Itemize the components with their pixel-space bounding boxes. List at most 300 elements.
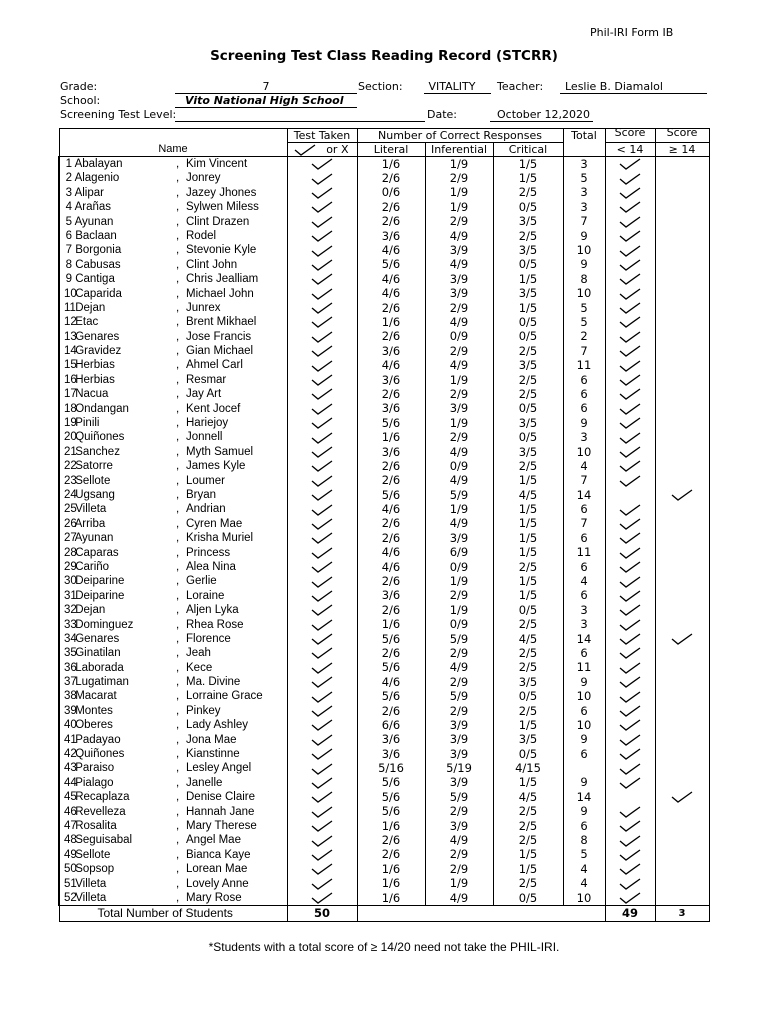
check-icon <box>311 647 333 659</box>
critical-cell: 3/5 <box>493 243 563 257</box>
total-cell: 4 <box>563 877 605 891</box>
inferential-cell: 3/9 <box>425 272 493 286</box>
test-taken-cell <box>287 517 357 531</box>
inferential-cell: 1/9 <box>425 200 493 214</box>
student-name <box>59 891 287 906</box>
test-taken-cell <box>287 790 357 804</box>
student-last: Alipar <box>74 186 104 199</box>
score-ge-cell <box>655 877 709 891</box>
score-ge-cell <box>655 474 709 488</box>
student-first-name: Myth Samuel <box>186 445 254 458</box>
total-cell: 10 <box>563 243 605 257</box>
school-value: Vito National High School <box>185 94 344 107</box>
student-number: 19 <box>64 417 77 430</box>
score-ge-cell <box>655 157 709 172</box>
student-last: Pinili <box>75 417 100 430</box>
name-comma: , <box>176 359 180 372</box>
student-last-name <box>64 316 98 329</box>
name-comma: , <box>176 201 180 214</box>
student-name <box>59 517 287 531</box>
student-number: 22 <box>64 460 77 473</box>
total-cell: 9 <box>563 258 605 272</box>
check-icon <box>311 475 333 487</box>
score-ge-cell <box>655 560 709 574</box>
critical-cell: 3/5 <box>493 416 563 430</box>
student-last: Nacua <box>75 388 109 401</box>
score-lt-cell <box>605 272 655 286</box>
total-cell: 6 <box>563 560 605 574</box>
score-ge-cell <box>655 546 709 560</box>
check-icon <box>619 446 641 458</box>
critical-cell: 4/15 <box>493 761 563 775</box>
critical-cell: 2/5 <box>493 560 563 574</box>
inferential-cell: 1/9 <box>425 416 493 430</box>
inferential-cell: 4/9 <box>425 474 493 488</box>
student-name <box>59 301 287 315</box>
student-name <box>59 186 287 200</box>
student-name <box>59 646 287 660</box>
total-cell: 6 <box>563 747 605 761</box>
student-first-name: Jay Art <box>186 388 222 401</box>
literal-cell: 5/16 <box>357 761 425 775</box>
check-icon <box>311 878 333 890</box>
critical-cell: 3/5 <box>493 358 563 372</box>
table-row <box>59 430 709 444</box>
test-taken-cell <box>287 733 357 747</box>
score-lt-sub-header: < 14 <box>605 143 655 157</box>
score-lt-cell <box>605 387 655 401</box>
total-label: Total Number of Students <box>97 906 233 920</box>
name-comma: , <box>176 488 180 501</box>
student-last-name <box>64 503 106 516</box>
student-first-name: Jazey Jhones <box>186 186 257 199</box>
critical-cell: 2/5 <box>493 833 563 847</box>
table-row <box>59 761 709 775</box>
critical-cell: 2/5 <box>493 819 563 833</box>
total-cell: 14 <box>563 488 605 502</box>
score-ge-cell <box>655 215 709 229</box>
student-last-name <box>64 575 124 588</box>
student-last: Abalayan <box>74 158 123 170</box>
check-icon <box>311 216 333 228</box>
student-number: 25 <box>64 503 77 516</box>
table-row <box>59 416 709 430</box>
student-name <box>59 402 287 416</box>
student-last: Laborada <box>75 661 124 674</box>
check-icon <box>619 604 641 616</box>
literal-cell: 2/6 <box>357 517 425 531</box>
student-last: Lugatiman <box>75 676 129 689</box>
table-row <box>59 200 709 214</box>
student-last: Recaplaza <box>75 791 130 804</box>
table-row <box>59 790 709 804</box>
score-ge-cell <box>655 589 709 603</box>
student-last-name <box>64 690 117 703</box>
student-last-name <box>64 719 113 732</box>
student-last: Alagenio <box>74 172 120 185</box>
score-lt-cell <box>605 848 655 862</box>
student-name <box>59 589 287 603</box>
student-name <box>59 632 287 646</box>
student-name <box>59 689 287 703</box>
student-last-name <box>64 431 124 444</box>
literal-cell: 3/6 <box>357 344 425 358</box>
student-last-name <box>64 374 115 387</box>
total-cell: 7 <box>563 344 605 358</box>
name-comma: , <box>176 863 180 876</box>
literal-cell: 4/6 <box>357 502 425 516</box>
footnote: *Students with a total score of ≥ 14/20 need not take the PHIL-IRI. <box>208 940 560 954</box>
student-first-name: Kece <box>186 661 213 674</box>
student-first-name: Loraine <box>186 589 225 602</box>
test-taken-cell <box>287 502 357 516</box>
check-icon <box>311 187 333 199</box>
score-lt-cell <box>605 200 655 214</box>
student-name <box>59 718 287 732</box>
score-ge-cell <box>655 632 709 646</box>
inferential-cell: 0/9 <box>425 560 493 574</box>
student-name <box>59 819 287 833</box>
student-last-name <box>64 561 109 574</box>
score-ge-cell <box>655 358 709 372</box>
literal-cell: 4/6 <box>357 358 425 372</box>
name-comma: , <box>176 690 180 703</box>
literal-header: Literal <box>357 143 425 157</box>
check-icon <box>311 576 333 588</box>
literal-cell: 5/6 <box>357 416 425 430</box>
check-icon <box>311 460 333 472</box>
student-last: Montes <box>75 704 113 717</box>
table-row <box>59 819 709 833</box>
student-last: Sopsop <box>75 863 115 876</box>
student-last-name <box>64 547 119 560</box>
inferential-cell: 4/9 <box>425 517 493 531</box>
table-row <box>59 229 709 243</box>
literal-cell: 4/6 <box>357 546 425 560</box>
score-lt-cell <box>605 315 655 329</box>
table-row <box>59 272 709 286</box>
literal-cell: 4/6 <box>357 243 425 257</box>
critical-cell: 1/5 <box>493 301 563 315</box>
table-row <box>59 603 709 617</box>
score-ge-cell <box>655 416 709 430</box>
name-comma: , <box>176 560 180 573</box>
name-comma: , <box>176 834 180 847</box>
check-icon <box>311 662 333 674</box>
student-last: Paraiso <box>75 762 115 775</box>
check-icon <box>311 892 333 904</box>
check-icon <box>311 374 333 386</box>
student-name <box>59 445 287 459</box>
student-last: Cariño <box>75 560 110 573</box>
total-cell: 3 <box>563 186 605 200</box>
student-last: Gravidez <box>75 345 122 358</box>
total-cell: 10 <box>563 718 605 732</box>
name-comma: , <box>176 776 180 789</box>
score-lt-cell <box>605 157 655 172</box>
inferential-cell: 3/9 <box>425 776 493 790</box>
name-comma: , <box>176 431 180 444</box>
test-taken-sub-label: or X <box>326 143 349 156</box>
literal-cell: 1/6 <box>357 618 425 632</box>
test-taken-cell <box>287 704 357 718</box>
table-row <box>59 344 709 358</box>
check-icon <box>311 302 333 314</box>
student-last-name <box>64 633 119 646</box>
student-name <box>59 502 287 516</box>
test-taken-cell <box>287 272 357 286</box>
literal-cell: 5/6 <box>357 661 425 675</box>
check-icon <box>671 633 693 645</box>
student-first-name: Stevonie Kyle <box>186 244 257 257</box>
student-last-name <box>64 777 114 790</box>
literal-cell: 1/6 <box>357 891 425 906</box>
check-icon <box>619 849 641 861</box>
student-first-name: Gerlie <box>186 575 217 588</box>
student-first-name: James Kyle <box>186 460 246 473</box>
check-icon <box>311 388 333 400</box>
student-number: 36 <box>64 661 77 674</box>
table-row <box>59 157 709 172</box>
score-ge-cell <box>655 618 709 632</box>
total-cell: 5 <box>563 848 605 862</box>
name-comma: , <box>176 848 180 861</box>
score-ge-cell <box>655 531 709 545</box>
test-taken-cell <box>287 833 357 847</box>
total-cell: 6 <box>563 502 605 516</box>
student-last: Villeta <box>75 503 107 516</box>
check-icon <box>311 619 333 631</box>
score-lt-cell <box>605 502 655 516</box>
check-icon <box>619 619 641 631</box>
student-last-name <box>64 834 132 847</box>
name-comma: , <box>176 258 180 271</box>
total-header <box>563 129 605 157</box>
check-icon <box>619 403 641 415</box>
score-lt-cell <box>605 632 655 646</box>
student-last: Genares <box>75 632 120 645</box>
test-taken-cell <box>287 589 357 603</box>
name-comma: , <box>176 158 180 170</box>
test-taken-cell <box>287 287 357 301</box>
total-header-label: Total <box>571 129 597 142</box>
name-comma: , <box>176 301 180 314</box>
score-lt-cell <box>605 819 655 833</box>
critical-cell: 2/5 <box>493 805 563 819</box>
student-number: 17 <box>64 388 77 401</box>
student-last-name <box>64 172 119 185</box>
student-number: 8 <box>65 258 72 271</box>
student-name <box>59 618 287 632</box>
check-icon <box>619 734 641 746</box>
section-value: VITALITY <box>428 80 476 93</box>
check-icon <box>619 273 641 285</box>
test-taken-cell <box>287 689 357 703</box>
student-last-name <box>64 647 121 660</box>
student-name <box>59 171 287 185</box>
inferential-cell: 1/9 <box>425 603 493 617</box>
critical-cell: 2/5 <box>493 459 563 473</box>
total-cell: 3 <box>563 603 605 617</box>
student-first-name: Sylwen Miless <box>186 201 259 214</box>
name-comma: , <box>176 474 180 487</box>
student-number: 24 <box>64 488 77 501</box>
student-first-name: Michael John <box>186 287 254 300</box>
score-lt-cell <box>605 517 655 531</box>
score-ge-cell <box>655 430 709 444</box>
test-taken-cell <box>287 675 357 689</box>
check-icon <box>311 604 333 616</box>
score-ge-cell <box>655 272 709 286</box>
name-comma: , <box>176 877 180 890</box>
critical-cell: 3/5 <box>493 733 563 747</box>
score-ge-cell <box>655 287 709 301</box>
inferential-cell: 5/9 <box>425 790 493 804</box>
student-last: Satorre <box>75 460 113 473</box>
literal-cell: 2/6 <box>357 459 425 473</box>
table-row <box>59 833 709 847</box>
test-taken-cell <box>287 819 357 833</box>
table-row <box>59 186 709 200</box>
table-row <box>59 330 709 344</box>
test-taken-cell <box>287 618 357 632</box>
total-cell: 9 <box>563 733 605 747</box>
table-row <box>59 704 709 718</box>
student-last-name <box>64 590 124 603</box>
check-icon <box>619 863 641 875</box>
literal-cell: 5/6 <box>357 776 425 790</box>
score-lt-cell <box>605 215 655 229</box>
name-comma: , <box>176 330 180 343</box>
score-ge-cell <box>655 373 709 387</box>
name-comma: , <box>176 273 180 286</box>
student-first-name: Lesley Angel <box>186 762 252 775</box>
table-row <box>59 387 709 401</box>
student-last-name <box>64 863 114 876</box>
check-icon <box>619 288 641 300</box>
check-icon <box>619 820 641 832</box>
literal-cell: 1/6 <box>357 819 425 833</box>
grade-value: 7 <box>262 80 270 93</box>
student-first-name: Janelle <box>186 776 223 789</box>
check-icon <box>311 504 333 516</box>
student-number: 4 <box>65 201 72 214</box>
score-lt-cell <box>605 402 655 416</box>
school-line <box>175 107 357 108</box>
check-icon <box>311 820 333 832</box>
student-last: Ugsang <box>75 488 115 501</box>
student-first-name: Ma. Divine <box>186 676 241 689</box>
student-first-name: Brent Mikhael <box>186 316 257 329</box>
total-cell: 3 <box>563 200 605 214</box>
student-name <box>59 704 287 718</box>
total-blank <box>357 906 605 921</box>
total-cell: 6 <box>563 373 605 387</box>
score-ge-sub-header: ≥ 14 <box>655 143 709 157</box>
total-taken: 50 <box>287 906 357 921</box>
student-last-name <box>64 359 115 372</box>
teacher-value: Leslie B. Diamalol <box>565 80 663 93</box>
table-row <box>59 301 709 315</box>
score-ge-cell <box>655 387 709 401</box>
check-icon <box>619 259 641 271</box>
score-ge-cell <box>655 833 709 847</box>
score-lt-header: Score <box>605 129 655 143</box>
test-taken-cell <box>287 646 357 660</box>
check-icon <box>619 547 641 559</box>
critical-cell: 2/5 <box>493 877 563 891</box>
student-name <box>59 790 287 804</box>
literal-cell: 3/6 <box>357 373 425 387</box>
literal-cell: 2/6 <box>357 531 425 545</box>
check-icon <box>311 230 333 242</box>
student-last: Cabusas <box>75 258 121 271</box>
check-icon <box>619 719 641 731</box>
student-name <box>59 258 287 272</box>
student-name <box>59 531 287 545</box>
total-cell: 6 <box>563 531 605 545</box>
check-icon <box>311 360 333 372</box>
table-row <box>59 560 709 574</box>
check-icon <box>619 187 641 199</box>
score-ge-cell <box>655 675 709 689</box>
student-number: 5 <box>65 215 72 228</box>
student-name <box>59 200 287 214</box>
test-taken-cell <box>287 546 357 560</box>
student-number: 41 <box>64 733 77 746</box>
student-number: 18 <box>64 402 77 415</box>
student-last: Oberes <box>75 719 113 732</box>
grade-label: Grade: <box>60 80 98 93</box>
check-icon <box>619 662 641 674</box>
score-ge-cell <box>655 733 709 747</box>
literal-cell: 4/6 <box>357 287 425 301</box>
student-name <box>59 574 287 588</box>
critical-cell: 1/5 <box>493 718 563 732</box>
total-cell: 5 <box>563 301 605 315</box>
inferential-cell: 0/9 <box>425 330 493 344</box>
student-last-name <box>64 158 123 171</box>
score-lt-cell <box>605 704 655 718</box>
score-lt-cell <box>605 445 655 459</box>
student-first-name: Alea Nina <box>186 560 236 573</box>
inferential-cell: 2/9 <box>425 171 493 185</box>
table-row <box>59 718 709 732</box>
check-icon <box>619 245 641 257</box>
literal-cell: 4/6 <box>357 272 425 286</box>
student-last: Arañas <box>74 201 111 214</box>
name-comma: , <box>176 460 180 473</box>
student-last-name <box>64 187 104 200</box>
test-taken-cell <box>287 805 357 819</box>
table-row <box>59 632 709 646</box>
student-number: 10 <box>64 287 77 300</box>
name-comma: , <box>176 733 180 746</box>
student-number: 45 <box>64 791 77 804</box>
student-name <box>59 833 287 847</box>
student-last-name <box>64 388 108 401</box>
student-first-name: Resmar <box>186 373 227 386</box>
literal-cell: 2/6 <box>357 387 425 401</box>
total-cell: 10 <box>563 287 605 301</box>
check-icon <box>311 705 333 717</box>
student-last: Quiñones <box>75 431 125 444</box>
name-comma: , <box>176 287 180 300</box>
student-number: 13 <box>64 330 77 343</box>
inferential-cell: 4/9 <box>425 891 493 906</box>
literal-cell: 2/6 <box>357 215 425 229</box>
critical-cell: 1/5 <box>493 546 563 560</box>
